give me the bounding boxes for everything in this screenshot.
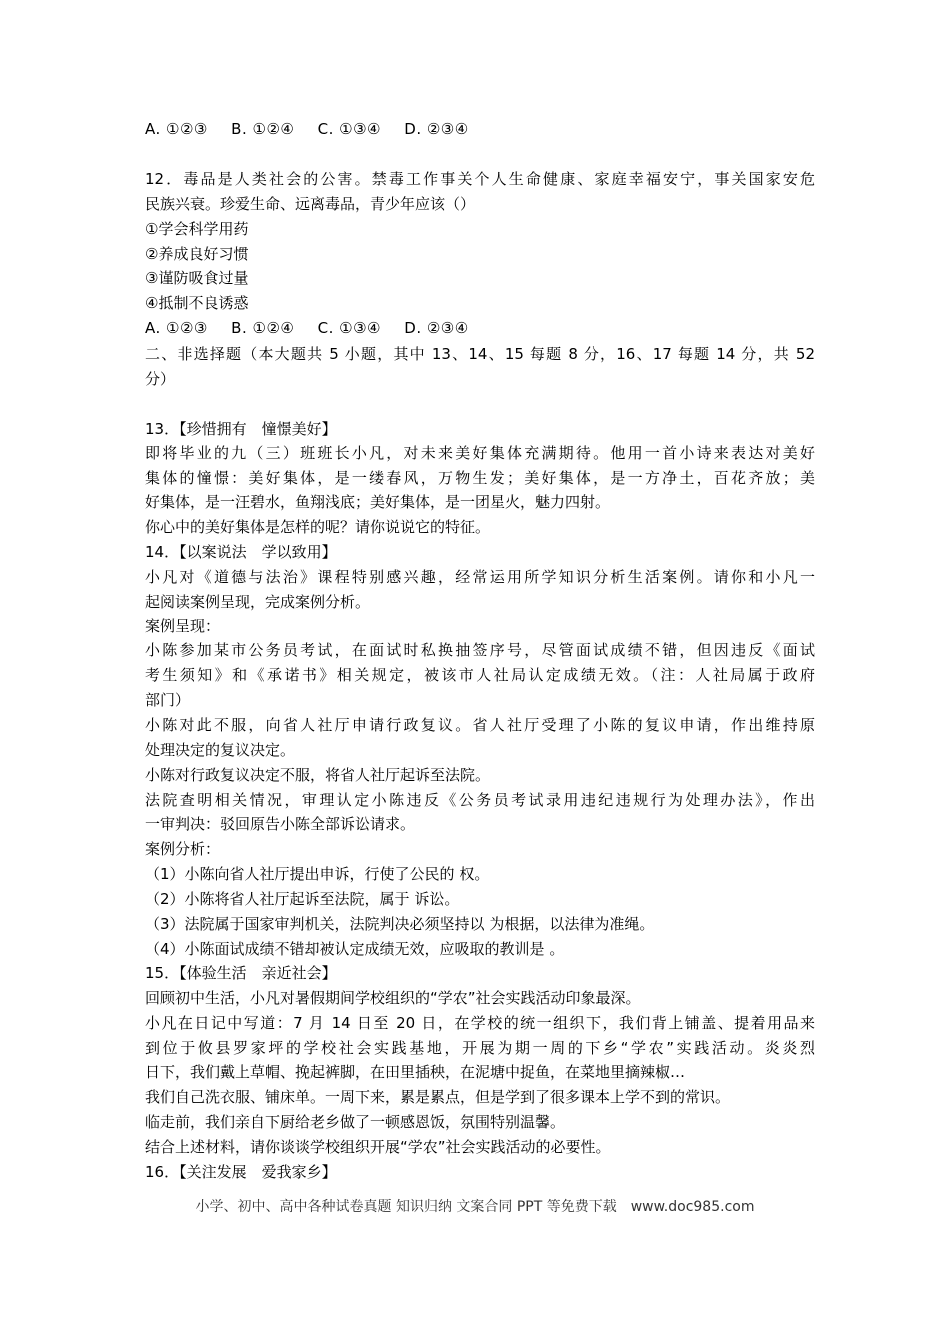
q13-para-line2: 集体的憧憬：美好集体，是一缕春风，万物生发；美好集体，是一方净土，百花齐放；美 xyxy=(145,469,815,487)
section2-heading-line1: 二、非选择题（本大题共 5 小题，其中 13、14、15 每题 8 分，16、17 每题 14 分，共 52 xyxy=(145,345,815,363)
q15-line3: 到位于攸县罗家坪的学校社会实践基地，开展为期一周的下乡“学农”实践活动。炎炎烈 xyxy=(145,1039,815,1057)
q11-option-a: A. ①②③ xyxy=(145,120,208,138)
q14-line11: 一审判决：驳回原告小陈全部诉讼请求。 xyxy=(145,815,416,833)
q14-line10: 法院查明相关情况，审理认定小陈违反《公务员考试录用违纪违规行为处理办法》，作出 xyxy=(145,791,815,809)
q14-title: 14．【以案说法 学以致用】 xyxy=(145,543,337,561)
q12-item-2: ②养成良好习惯 xyxy=(145,245,249,263)
q14-line12: 案例分析： xyxy=(145,840,221,858)
q14-subq2: （2）小陈将省人社厅起诉至法院，属于 诉讼。 xyxy=(145,890,460,908)
page-footer: 小学、初中、高中各种试卷真题 知识归纳 文案合同 PPT 等免费下载 www.doc985.com xyxy=(195,1199,755,1215)
q14-line5: 考生须知》和《承诺书》相关规定，被该市人社局认定成绩无效。（注：人社局属于政府 xyxy=(145,666,815,684)
q15-question: 结合上述材料，请你谈谈学校组织开展“学农”社会实践活动的必要性。 xyxy=(145,1138,611,1156)
q14-line3: 案例呈现： xyxy=(145,617,221,635)
q14-line4: 小陈参加某市公务员考试，在面试时私换抽签序号，尽管面试成绩不错，但因违反《面试 xyxy=(145,641,815,659)
q14-subq3: （3）法院属于国家审判机关，法院判决必须坚持以 为根据，以法律为准绳。 xyxy=(145,915,655,933)
q11-options xyxy=(145,117,815,141)
q12-stem-line1: 12．毒品是人类社会的公害。禁毒工作事关个人生命健康、家庭幸福安宁，事关国家安危 xyxy=(145,170,815,188)
q15-line1: 回顾初中生活，小凡对暑假期间学校组织的“学农”社会实践活动印象最深。 xyxy=(145,989,641,1007)
q12-option-a: A. ①②③ xyxy=(145,319,208,337)
q14-line2: 起阅读案例呈现，完成案例分析。 xyxy=(145,593,371,611)
q13-question: 你心中的美好集体是怎样的呢？请你说说它的特征。 xyxy=(145,518,491,536)
q13-para-line3: 好集体，是一汪碧水，鱼翔浅底；美好集体，是一团星火，魅力四射。 xyxy=(145,493,611,511)
q14-subq1: （1）小陈向省人社厅提出申诉，行使了公民的 权。 xyxy=(145,865,490,883)
q12-item-1: ①学会科学用药 xyxy=(145,220,249,238)
q11-option-d: D. ②③④ xyxy=(404,120,469,138)
q15-line2: 小凡在日记中写道：7 月 14 日至 20 日，在学校的统一组织下，我们背上铺盖、提着用品来 xyxy=(145,1014,815,1032)
section2-heading-line2: 分） xyxy=(145,370,176,388)
q15-line4: 日下，我们戴上草帽、挽起裤脚，在田里插秧，在泥塘中捉鱼，在菜地里摘辣椒… xyxy=(145,1063,686,1081)
q14-line8: 处理决定的复议决定。 xyxy=(145,741,296,759)
q12-item-4: ④抵制不良诱惑 xyxy=(145,294,249,312)
q12-option-c: C. ①③④ xyxy=(317,319,381,337)
q12-item-3: ③谨防吸食过量 xyxy=(145,269,249,287)
q14-line1: 小凡对《道德与法治》课程特别感兴趣，经常运用所学知识分析生活案例。请你和小凡一 xyxy=(145,568,815,586)
q12-options xyxy=(145,316,815,340)
q15-title: 15．【体验生活 亲近社会】 xyxy=(145,964,337,982)
q14-subq4: （4）小陈面试成绩不错却被认定成绩无效，应吸取的教训是 。 xyxy=(145,940,565,958)
q13-para-line1: 即将毕业的九（三）班班长小凡，对未来美好集体充满期待。他用一首小诗来表达对美好 xyxy=(145,444,815,462)
q15-line6: 临走前，我们亲自下厨给老乡做了一顿感恩饭，氛围特别温馨。 xyxy=(145,1113,566,1131)
q15-line5: 我们自己洗衣服、铺床单。一周下来，累是累点，但是学到了很多课本上学不到的常识。 xyxy=(145,1088,731,1106)
q14-line7: 小陈对此不服，向省人社厅申请行政复议。省人社厅受理了小陈的复议申请，作出维持原 xyxy=(145,716,815,734)
q11-option-c: C. ①③④ xyxy=(317,120,381,138)
q16-title: 16．【关注发展 爱我家乡】 xyxy=(145,1163,337,1181)
q14-line9: 小陈对行政复议决定不服，将省人社厅起诉至法院。 xyxy=(145,766,491,784)
q12-option-d: D. ②③④ xyxy=(404,319,469,337)
q12-option-b: B. ①②④ xyxy=(231,319,295,337)
q11-option-b: B. ①②④ xyxy=(231,120,295,138)
q13-title: 13．【珍惜拥有 憧憬美好】 xyxy=(145,420,337,438)
q12-stem-line2: 民族兴衰。珍爱生命、远离毒品，青少年应该（） xyxy=(145,195,476,213)
q14-line6: 部门） xyxy=(145,691,191,709)
